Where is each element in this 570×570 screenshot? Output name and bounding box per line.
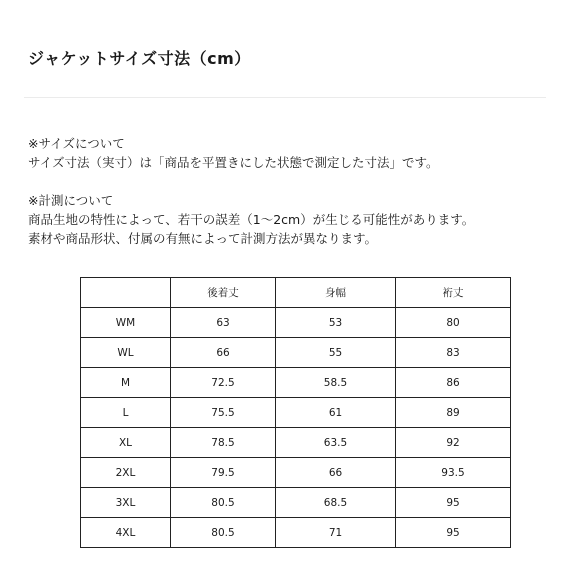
size-table [80,277,511,548]
table-cell: 92 [396,428,511,458]
header-cell-length: 後着丈 [171,278,276,308]
measure-note-heading: ※計測について [28,193,114,208]
size-note-text: サイズ寸法（実寸）は「商品を平置きにした状態で測定した寸法」です。 [28,155,439,170]
size-note-heading: ※サイズについて [28,136,125,151]
table-cell: 66 [171,338,276,368]
table-row [81,458,511,488]
table-cell: 80 [396,308,511,338]
table-cell: M [81,368,171,398]
table-cell: 93.5 [396,458,511,488]
table-cell: 72.5 [171,368,276,398]
table-row [81,308,511,338]
table-cell: 83 [396,338,511,368]
table-row [81,398,511,428]
table-row [81,428,511,458]
table-cell: 89 [396,398,511,428]
page-title: ジャケットサイズ寸法（cm） [28,49,251,68]
notes-section [28,134,558,248]
table-row [81,518,511,548]
header-cell-sleeve: 裄丈 [396,278,511,308]
measure-note-text-1: 商品生地の特性によって、若干の誤差（1〜2cm）が生じる可能性があります。 [28,212,475,227]
table-cell: 4XL [81,518,171,548]
header-cell-size [81,278,171,308]
table-cell: 63 [171,308,276,338]
table-row [81,368,511,398]
table-cell: L [81,398,171,428]
table-header-row [81,278,511,308]
table-cell: 86 [396,368,511,398]
table-cell: 71 [276,518,396,548]
table-cell: 53 [276,308,396,338]
table-cell: 63.5 [276,428,396,458]
table-cell: 95 [396,488,511,518]
table-cell: 66 [276,458,396,488]
table-cell: WM [81,308,171,338]
table-row [81,488,511,518]
table-cell: 80.5 [171,518,276,548]
spacer [28,172,558,191]
table-cell: 75.5 [171,398,276,428]
header-cell-width: 身幅 [276,278,396,308]
table-cell: 55 [276,338,396,368]
table-cell: 2XL [81,458,171,488]
table-cell: 80.5 [171,488,276,518]
table-row [81,338,511,368]
table-cell: 61 [276,398,396,428]
divider [24,97,546,98]
table-cell: 68.5 [276,488,396,518]
table-cell: 3XL [81,488,171,518]
measure-note-text-2: 素材や商品形状、付属の有無によって計測方法が異なります。 [28,231,378,246]
table-cell: 95 [396,518,511,548]
table-cell: WL [81,338,171,368]
table-cell: 78.5 [171,428,276,458]
table-cell: XL [81,428,171,458]
table-cell: 58.5 [276,368,396,398]
table-cell: 79.5 [171,458,276,488]
